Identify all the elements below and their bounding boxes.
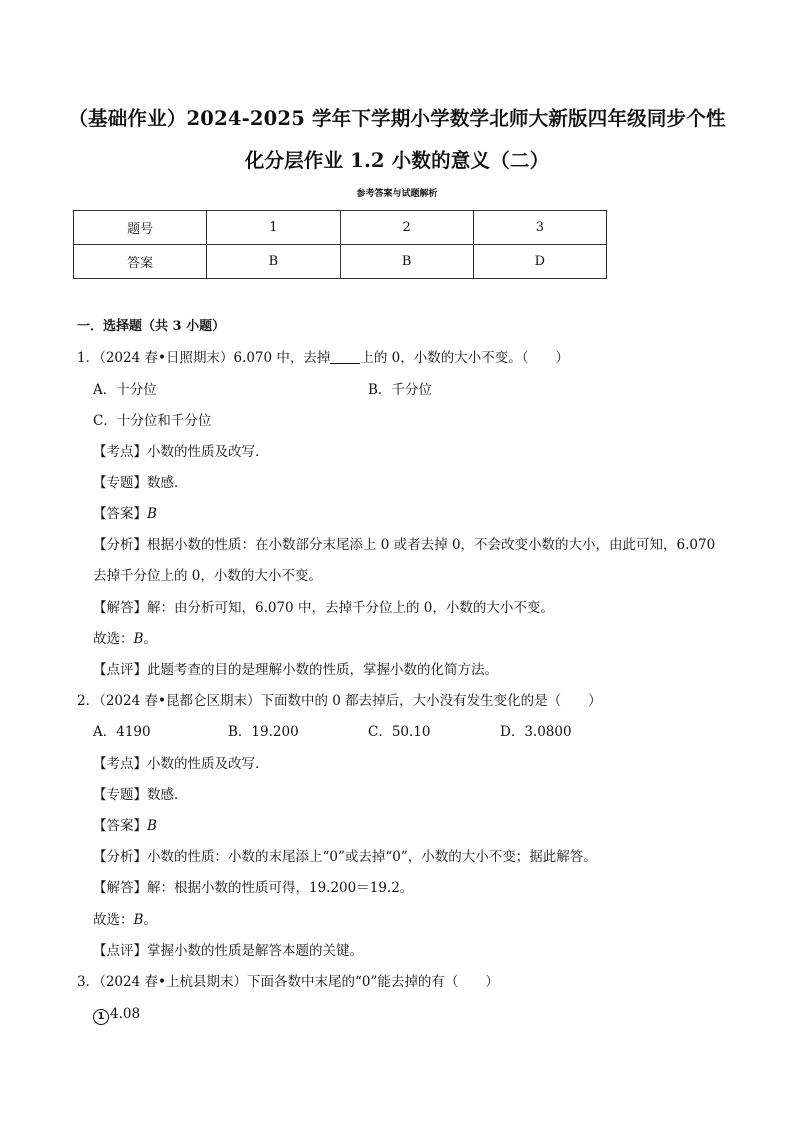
- table-cell: B: [207, 245, 340, 279]
- table-cell: 题号: [74, 211, 207, 245]
- choice-value: B: [133, 631, 144, 647]
- document-title-line1: （基础作业）2024-2025 学年下学期小学数学北师大新版四年级同步个性: [68, 107, 726, 130]
- question-1-kaodian: 【考点】小数的性质及改写．: [93, 444, 269, 460]
- document-title-line2: 化分层作业 1.2 小数的意义（二）: [244, 149, 550, 172]
- answer-value: B: [147, 506, 157, 522]
- answer-blank: [330, 349, 360, 364]
- item-value: 4.08: [110, 1006, 141, 1022]
- question-1-solution: 【解答】解：由分析可知，6.070 中，去掉千分位上的 0，小数的大小不变。: [93, 600, 554, 616]
- circled-number-1: 1: [93, 1009, 109, 1025]
- answer-table: [73, 210, 607, 279]
- question-2-kaodian: 【考点】小数的性质及改写．: [93, 756, 269, 772]
- question-1-stem: [77, 348, 569, 368]
- question-1-zhuanti: 【专题】数感．: [93, 475, 188, 491]
- answer-label: 【答案】: [93, 818, 147, 834]
- table-cell: 1: [207, 211, 340, 245]
- question-1-stem-start: 1．（2024 春•日照期末）6.070 中，去掉: [77, 350, 331, 366]
- answer-value: B: [147, 818, 157, 834]
- question-2-comment: 【点评】掌握小数的性质是解答本题的关键。: [93, 943, 363, 959]
- question-2-choice: [93, 910, 157, 930]
- choice-end: 。: [143, 912, 157, 928]
- question-1-answer: [93, 504, 157, 524]
- question-3-item-1: [93, 1004, 140, 1025]
- question-1-option-a: A．十分位: [93, 382, 157, 398]
- table-cell: 3: [473, 211, 606, 245]
- question-1-option-c: C．十分位和千分位: [93, 413, 212, 429]
- table-cell: 答案: [74, 245, 207, 279]
- choice-label: 故选：: [93, 631, 134, 647]
- document-subtitle: 参考答案与试题解析: [356, 189, 438, 199]
- question-1-option-b: B．千分位: [368, 382, 432, 398]
- question-2-option-a: A．4190: [93, 724, 151, 740]
- choice-value: B: [133, 912, 144, 928]
- question-1-analysis-line1: 【分析】根据小数的性质：在小数部分末尾添上 0 或者去掉 0，不会改变小数的大小，由此可知，6.070: [93, 537, 716, 553]
- question-1-stem-end: 上的 0，小数的大小不变。（ ）: [360, 350, 570, 366]
- question-2-option-d: D．3.0800: [500, 724, 572, 740]
- answer-label: 【答案】: [93, 506, 147, 522]
- question-2-zhuanti: 【专题】数感．: [93, 787, 188, 803]
- answer-table-header-row: [74, 211, 607, 245]
- question-1-choice: [93, 629, 157, 649]
- choice-label: 故选：: [93, 912, 134, 928]
- question-2-solution: 【解答】解：根据小数的性质可得，19.200＝19.2。: [93, 880, 414, 896]
- choice-end: 。: [143, 631, 157, 647]
- question-2-analysis: 【分析】小数的性质：小数的末尾添上“0”或去掉“0”，小数的大小不变；据此解答。: [93, 849, 597, 865]
- answer-table-answer-row: [74, 245, 607, 279]
- table-cell: 2: [340, 211, 473, 245]
- question-2-stem: 2．（2024 春•昆都仑区期末）下面数中的 0 都去掉后，大小没有发生变化的是（ ）: [77, 693, 602, 709]
- section-heading: 一．选择题（共 3 小题）: [77, 319, 226, 334]
- question-1-analysis-line2: 去掉千分位上的 0，小数的大小不变。: [93, 568, 322, 584]
- question-2-option-c: C．50.10: [368, 724, 431, 740]
- question-2-answer: [93, 816, 157, 836]
- question-3-stem: 3．（2024 春•上杭县期末）下面各数中末尾的“0”能去掉的有（ ）: [77, 974, 499, 990]
- table-cell: B: [340, 245, 473, 279]
- question-1-comment: 【点评】此题考查的目的是理解小数的性质，掌握小数的化简方法。: [93, 662, 498, 678]
- table-cell: D: [473, 245, 606, 279]
- question-2-option-b: B．19.200: [228, 724, 299, 740]
